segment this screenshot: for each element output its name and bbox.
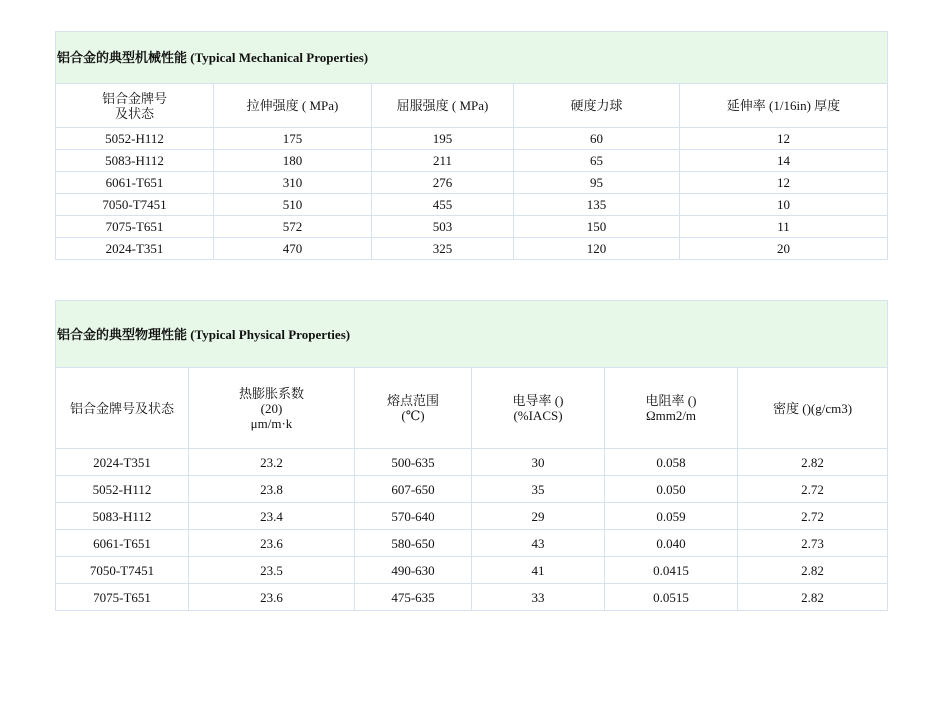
column-header: 延伸率 (1/16in) 厚度: [680, 84, 888, 128]
table-row: [56, 194, 888, 216]
table-cell: 150: [514, 216, 680, 238]
table-cell: 470: [214, 238, 372, 260]
table-cell: 95: [514, 172, 680, 194]
table-cell: 490-630: [355, 557, 472, 584]
table-cell: 33: [472, 584, 605, 611]
table-cell: 60: [514, 128, 680, 150]
mechanical-properties-table: [55, 31, 888, 260]
column-header: 电阻率 () Ωmm2/m: [605, 368, 738, 449]
table-cell: 23.8: [189, 476, 355, 503]
table-cell: 5052-H112: [56, 128, 214, 150]
table-cell: 23.6: [189, 584, 355, 611]
table-cell: 2.72: [738, 476, 888, 503]
table-cell: 29: [472, 503, 605, 530]
table-cell: 6061-T651: [56, 172, 214, 194]
column-header: 铝合金牌号及状态: [56, 368, 189, 449]
table-cell: 2024-T351: [56, 449, 189, 476]
table-cell: 120: [514, 238, 680, 260]
column-header: 电导率 () (%IACS): [472, 368, 605, 449]
table-cell: 2.73: [738, 530, 888, 557]
table-cell: 2.82: [738, 584, 888, 611]
column-header: 屈服强度 ( MPa): [372, 84, 514, 128]
table-cell: 7075-T651: [56, 584, 189, 611]
table-row: [56, 557, 888, 584]
table-cell: 455: [372, 194, 514, 216]
table-cell: 580-650: [355, 530, 472, 557]
table-cell: 0.059: [605, 503, 738, 530]
table-cell: 7050-T7451: [56, 194, 214, 216]
table-cell: 325: [372, 238, 514, 260]
table-cell: 2.72: [738, 503, 888, 530]
table-cell: 23.5: [189, 557, 355, 584]
table-cell: 0.0515: [605, 584, 738, 611]
table-cell: 14: [680, 150, 888, 172]
table-cell: 500-635: [355, 449, 472, 476]
table-cell: 7050-T7451: [56, 557, 189, 584]
table-cell: 0.0415: [605, 557, 738, 584]
table-row: [56, 216, 888, 238]
table-cell: 503: [372, 216, 514, 238]
table-row: [56, 150, 888, 172]
table-cell: 570-640: [355, 503, 472, 530]
table-row: [56, 449, 888, 476]
table-cell: 2.82: [738, 557, 888, 584]
table-cell: 23.6: [189, 530, 355, 557]
table-cell: 572: [214, 216, 372, 238]
table-cell: 175: [214, 128, 372, 150]
table-cell: 23.2: [189, 449, 355, 476]
table-cell: 0.040: [605, 530, 738, 557]
table-row: [56, 128, 888, 150]
table-cell: 10: [680, 194, 888, 216]
column-header: 密度 ()(g/cm3): [738, 368, 888, 449]
table-cell: 12: [680, 172, 888, 194]
table-cell: 180: [214, 150, 372, 172]
table-cell: 2024-T351: [56, 238, 214, 260]
table-cell: 0.050: [605, 476, 738, 503]
table-cell: 211: [372, 150, 514, 172]
table-cell: 5083-H112: [56, 150, 214, 172]
table-row: [56, 530, 888, 557]
column-header: 拉伸强度 ( MPa): [214, 84, 372, 128]
table-cell: 65: [514, 150, 680, 172]
table-row: [56, 503, 888, 530]
table-cell: 43: [472, 530, 605, 557]
table-cell: 0.058: [605, 449, 738, 476]
table-cell: 607-650: [355, 476, 472, 503]
table-cell: 20: [680, 238, 888, 260]
table-cell: 11: [680, 216, 888, 238]
column-header: 硬度力球: [514, 84, 680, 128]
table-cell: 135: [514, 194, 680, 216]
physical-table-title: 铝合金的典型物理性能 (Typical Physical Properties): [56, 301, 888, 368]
column-header: 铝合金牌号 及状态: [56, 84, 214, 128]
table-row: [56, 584, 888, 611]
table-cell: 41: [472, 557, 605, 584]
column-header: 热膨胀系数 (20) μm/m·k: [189, 368, 355, 449]
table-row: [56, 238, 888, 260]
table-cell: 276: [372, 172, 514, 194]
column-header: 熔点范围 (℃): [355, 368, 472, 449]
table-cell: 310: [214, 172, 372, 194]
table-row: [56, 476, 888, 503]
table-cell: 23.4: [189, 503, 355, 530]
physical-properties-table: [55, 300, 888, 611]
table-cell: 475-635: [355, 584, 472, 611]
table-cell: 2.82: [738, 449, 888, 476]
table-cell: 6061-T651: [56, 530, 189, 557]
table-cell: 12: [680, 128, 888, 150]
table-cell: 5083-H112: [56, 503, 189, 530]
table-cell: 195: [372, 128, 514, 150]
mechanical-table-title: 铝合金的典型机械性能 (Typical Mechanical Properties): [56, 32, 888, 84]
table-row: [56, 172, 888, 194]
table-cell: 30: [472, 449, 605, 476]
table-cell: 5052-H112: [56, 476, 189, 503]
table-cell: 7075-T651: [56, 216, 214, 238]
table-cell: 35: [472, 476, 605, 503]
table-cell: 510: [214, 194, 372, 216]
